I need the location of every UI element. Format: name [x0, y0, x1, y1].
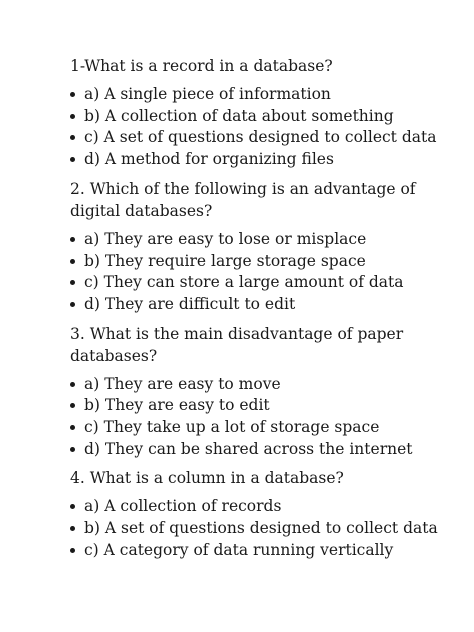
option-item [70, 251, 444, 273]
question-text: 1-What is a record in a database? [70, 57, 333, 75]
option-item [70, 272, 444, 294]
question-text: 4. What is a column in a database? [70, 469, 344, 488]
question-4 [70, 467, 444, 561]
option-label: a) A single piece of information [84, 85, 331, 103]
bullet-icon [70, 447, 75, 452]
bullet-icon [70, 302, 75, 307]
bullet-icon [70, 237, 75, 242]
option-item [70, 106, 444, 128]
option-item [70, 127, 444, 149]
option-item [70, 229, 444, 251]
option-label: b) A collection of data about something [84, 106, 394, 125]
option-list [70, 229, 444, 316]
bullet-icon [70, 157, 75, 162]
bullet-icon [70, 403, 75, 408]
option-label: a) They are easy to lose or misplace [84, 229, 367, 248]
question-1 [70, 55, 444, 171]
question-3 [70, 323, 444, 461]
bullet-icon [70, 504, 75, 509]
option-label: b) They are easy to edit [84, 396, 270, 415]
option-label: b) They require large storage space [84, 251, 366, 270]
option-label: d) A method for organizing files [84, 150, 334, 169]
option-item [70, 395, 444, 417]
question-text: 2. Which of the following is an advantage of digital databases? [70, 179, 416, 220]
bullet-icon [70, 259, 75, 264]
option-label: d) They can be shared across the internet [84, 439, 413, 458]
bullet-icon [70, 280, 75, 285]
question-text: 3. What is the main disadvantage of paper databases? [70, 324, 404, 365]
option-label: c) They can store a large amount of data [84, 273, 404, 292]
question-2 [70, 178, 444, 316]
bullet-icon [70, 114, 75, 119]
option-item [70, 417, 444, 439]
option-item [70, 374, 444, 396]
option-item [70, 149, 444, 171]
bullet-icon [70, 548, 75, 553]
option-item [70, 540, 444, 562]
option-label: b) A set of questions designed to collect data [84, 519, 438, 538]
option-label: a) They are easy to move [84, 374, 281, 393]
bullet-icon [70, 92, 75, 97]
bullet-icon [70, 135, 75, 140]
option-item [70, 518, 444, 540]
option-label: c) A category of data running vertically [84, 540, 394, 559]
option-label: d) They are difficult to edit [84, 294, 296, 313]
bullet-icon [70, 382, 75, 387]
option-item [70, 496, 444, 518]
bullet-icon [70, 526, 75, 531]
option-label: c) They take up a lot of storage space [84, 418, 380, 437]
option-label: c) A set of questions designed to collect data [84, 128, 437, 147]
bullet-icon [70, 425, 75, 430]
option-list [70, 374, 444, 461]
option-item [70, 439, 444, 461]
option-label: a) A collection of records [84, 497, 282, 516]
option-item [70, 294, 444, 316]
option-list [70, 84, 444, 171]
option-list [70, 496, 444, 561]
option-item [70, 84, 444, 106]
